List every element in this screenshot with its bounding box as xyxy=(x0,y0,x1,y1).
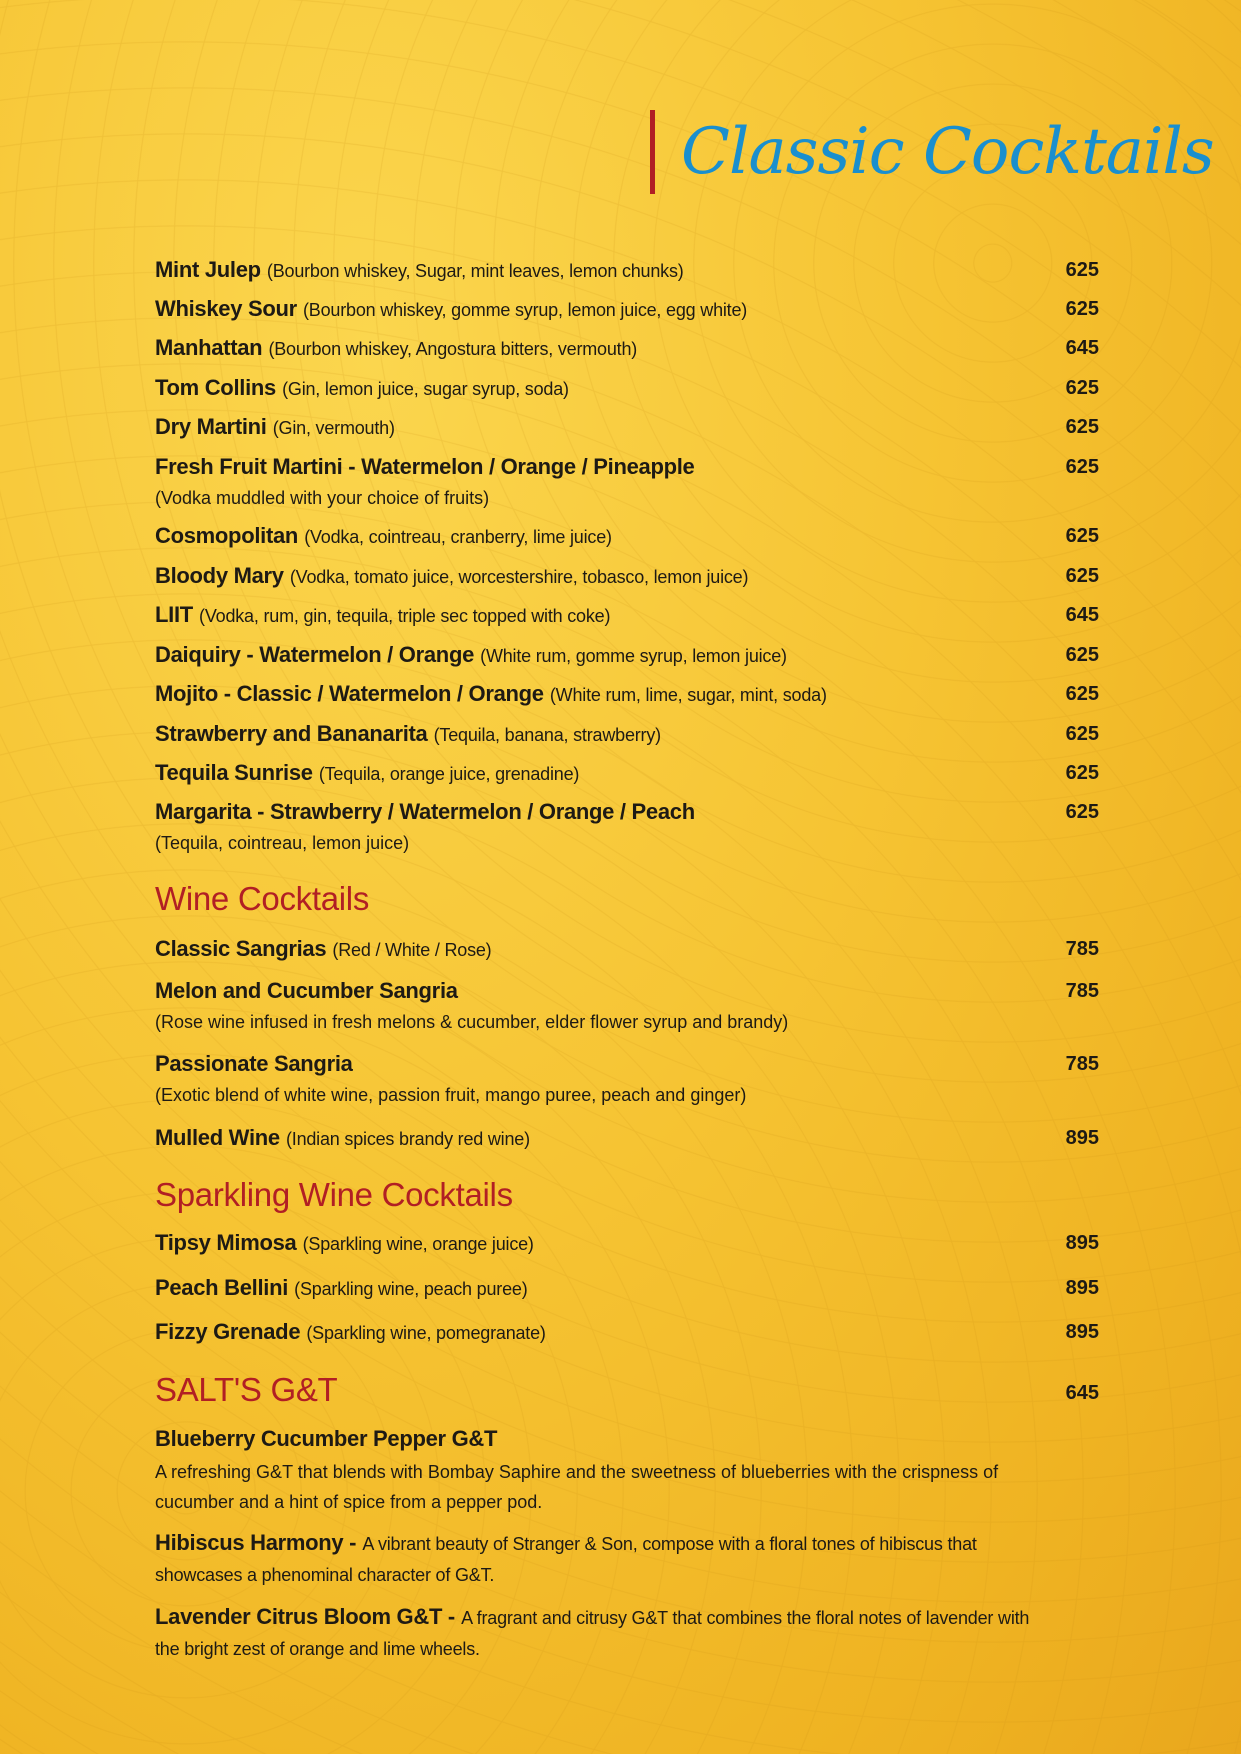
item-description: (Gin, vermouth) xyxy=(272,418,395,438)
item-price: 625 xyxy=(1065,683,1099,705)
menu-item xyxy=(155,1275,1099,1302)
item-price: 625 xyxy=(1065,644,1099,666)
menu-item xyxy=(155,257,1099,284)
item-price: 625 xyxy=(1065,456,1099,478)
item-name: Tom Collins xyxy=(155,375,276,400)
title-accent-bar xyxy=(650,110,655,194)
title-text: Classic Cocktails xyxy=(681,114,1214,189)
menu-item xyxy=(155,414,1099,441)
item-description: (White rum, gomme syrup, lemon juice) xyxy=(480,646,787,666)
item-price: 625 xyxy=(1065,723,1099,745)
menu-item xyxy=(155,602,1099,629)
item-price: 625 xyxy=(1065,298,1099,320)
item-price: 625 xyxy=(1065,762,1099,784)
item-price: 625 xyxy=(1065,377,1099,399)
item-price: 625 xyxy=(1065,259,1099,281)
item-name: Blueberry Cucumber Pepper G&T xyxy=(155,1426,498,1451)
item-description: (Red / White / Rose) xyxy=(332,940,492,960)
menu-item xyxy=(155,335,1099,362)
menu-item xyxy=(155,1319,1099,1346)
menu-item xyxy=(155,1528,1055,1590)
item-name: Dry Martini xyxy=(155,414,267,439)
item-name: Fizzy Grenade xyxy=(155,1319,301,1344)
item-description: (Vodka, cointreau, cranberry, lime juice) xyxy=(304,527,612,547)
item-name: Strawberry and Bananarita xyxy=(155,721,428,746)
item-description: (Exotic blend of white wine, passion fruit, mango puree, peach and ginger) xyxy=(155,1085,747,1105)
menu-item xyxy=(155,1424,1055,1517)
item-description: A refreshing G&T that blends with Bombay Saphire and the sweetness of blueberries with the crispness of cucumber and a hint of spice from a pepper pod. xyxy=(155,1462,999,1512)
item-description: (Bourbon whiskey, Angostura bitters, vermouth) xyxy=(268,339,638,359)
menu-item xyxy=(155,760,1099,787)
item-description: (Bourbon whiskey, gomme syrup, lemon juice, egg white) xyxy=(303,300,748,320)
menu-item xyxy=(155,375,1099,402)
menu-item xyxy=(155,721,1099,748)
menu-item xyxy=(155,1230,1099,1257)
item-price: 645 xyxy=(1065,337,1099,359)
menu-item xyxy=(155,681,1099,708)
page-title xyxy=(650,104,1214,199)
sparkling-cocktails-heading: Sparkling Wine Cocktails xyxy=(155,1176,513,1213)
item-name: Tipsy Mimosa xyxy=(155,1230,297,1255)
menu-item xyxy=(155,978,1099,1037)
item-name: Whiskey Sour xyxy=(155,296,297,321)
item-price: 895 xyxy=(1065,1232,1099,1254)
gt-price: 645 xyxy=(1065,1382,1099,1404)
item-description: (Vodka, rum, gin, tequila, triple sec topped with coke) xyxy=(199,606,611,626)
item-price: 785 xyxy=(1065,980,1099,1002)
item-price: 895 xyxy=(1065,1277,1099,1299)
item-price: 625 xyxy=(1065,801,1099,823)
item-name: Mojito - Classic / Watermelon / Orange xyxy=(155,681,544,706)
item-description: (Sparkling wine, peach puree) xyxy=(294,1279,528,1299)
item-price: 625 xyxy=(1065,525,1099,547)
menu-item xyxy=(155,799,1099,858)
item-name: Peach Bellini xyxy=(155,1275,289,1300)
item-name: LIIT xyxy=(155,602,193,627)
item-description: (Tequila, banana, strawberry) xyxy=(433,725,661,745)
menu-item xyxy=(155,1125,1099,1152)
item-name: Margarita - Strawberry / Watermelon / Orange / Peach xyxy=(155,799,695,824)
item-name: Fresh Fruit Martini - Watermelon / Orange / Pineapple xyxy=(155,454,695,479)
item-description: (Bourbon whiskey, Sugar, mint leaves, lemon chunks) xyxy=(266,261,684,281)
item-price: 785 xyxy=(1065,1053,1099,1075)
menu-item xyxy=(155,563,1099,590)
menu-item xyxy=(155,936,1099,963)
item-name: Lavender Citrus Bloom G&T - xyxy=(155,1604,455,1629)
item-price: 895 xyxy=(1065,1127,1099,1149)
item-name: Passionate Sangria xyxy=(155,1051,353,1076)
item-name: Classic Sangrias xyxy=(155,936,327,961)
item-name: Mint Julep xyxy=(155,257,261,282)
menu-item xyxy=(155,296,1099,323)
item-price: 645 xyxy=(1065,604,1099,626)
item-name: Manhattan xyxy=(155,335,263,360)
menu-item xyxy=(155,454,1099,513)
item-description: (Sparkling wine, pomegranate) xyxy=(306,1323,546,1343)
item-description: (Tequila, orange juice, grenadine) xyxy=(318,764,580,784)
gt-heading: SALT'S G&T xyxy=(155,1371,338,1408)
item-name: Hibiscus Harmony - xyxy=(155,1530,357,1555)
item-price: 785 xyxy=(1065,938,1099,960)
menu-item xyxy=(155,1602,1055,1664)
item-description: (Tequila, cointreau, lemon juice) xyxy=(155,833,410,853)
item-description: (Vodka muddled with your choice of fruits) xyxy=(155,488,490,508)
item-name: Bloody Mary xyxy=(155,563,284,588)
item-description: A fragrant and citrusy G&T that combines the floral notes of lavender with the bright zest of orange and lime wheels. xyxy=(155,1608,1030,1659)
item-name: Daiquiry - Watermelon / Orange xyxy=(155,642,475,667)
item-description: (Rose wine infused in fresh melons & cucumber, elder flower syrup and brandy) xyxy=(155,1012,789,1032)
item-name: Melon and Cucumber Sangria xyxy=(155,978,458,1003)
menu-item xyxy=(155,642,1099,669)
item-price: 895 xyxy=(1065,1321,1099,1343)
item-description: (Indian spices brandy red wine) xyxy=(285,1129,530,1149)
item-name: Mulled Wine xyxy=(155,1125,280,1150)
item-name: Cosmopolitan xyxy=(155,523,299,548)
menu-item xyxy=(155,523,1099,550)
item-description: (White rum, lime, sugar, mint, soda) xyxy=(549,685,827,705)
item-description: A vibrant beauty of Stranger & Son, compose with a floral tones of hibiscus that showcases a phenominal character of G&T. xyxy=(155,1534,977,1585)
wine-cocktails-heading: Wine Cocktails xyxy=(155,880,370,917)
item-description: (Gin, lemon juice, sugar syrup, soda) xyxy=(282,379,569,399)
menu-item xyxy=(155,1051,1099,1110)
item-description: (Vodka, tomato juice, worcestershire, tobasco, lemon juice) xyxy=(289,567,749,587)
item-name: Tequila Sunrise xyxy=(155,760,313,785)
item-price: 625 xyxy=(1065,416,1099,438)
item-price: 625 xyxy=(1065,565,1099,587)
item-description: (Sparkling wine, orange juice) xyxy=(302,1234,534,1254)
